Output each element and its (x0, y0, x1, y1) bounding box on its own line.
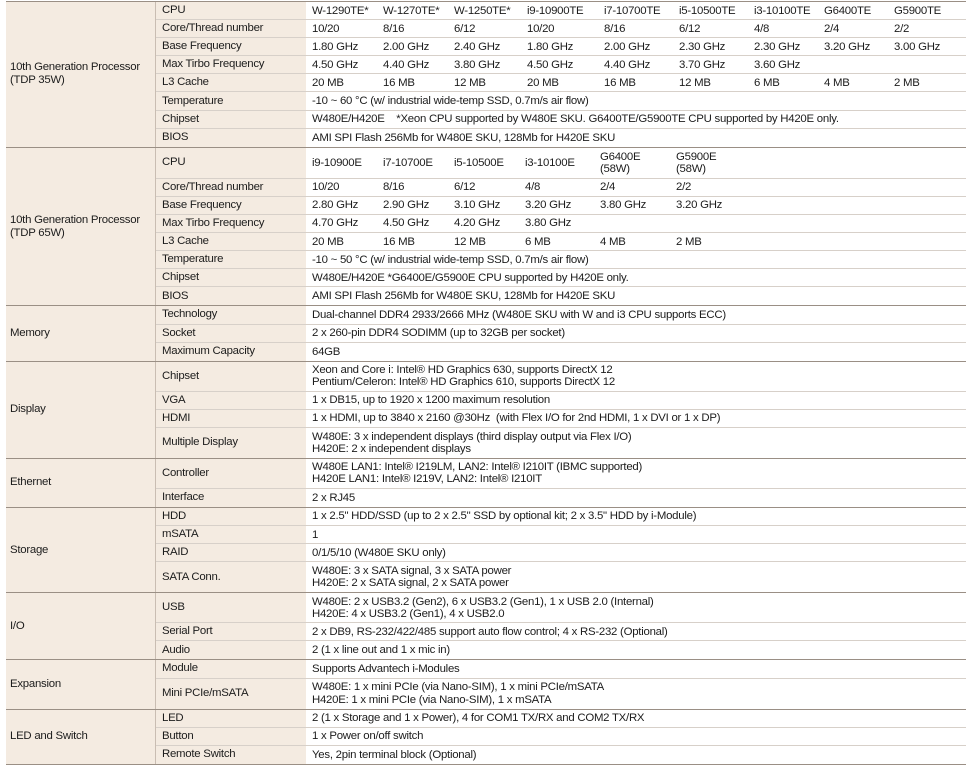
l3-cache-values (306, 233, 966, 250)
cell: 16 MB (604, 76, 636, 89)
cell: 2/2 (676, 181, 692, 194)
cell: 8/16 (383, 22, 405, 35)
row-base-frequency (156, 38, 966, 56)
cell: 2/2 (894, 22, 910, 35)
row-label: Chipset (156, 362, 306, 391)
row-label: L3 Cache (156, 233, 306, 250)
row-button (156, 728, 966, 746)
row-label: USB (156, 593, 306, 622)
cell: 2.40 GHz (454, 40, 501, 53)
cell: 4/8 (754, 22, 770, 35)
cell: i7-10700TE (604, 4, 661, 17)
cell: 3.20 GHz (525, 199, 572, 212)
row-value: 1 x HDMI, up to 3840 x 2160 @30Hz (with Flex I/O for 2nd HDMI, 1 x DVI or 1 x DP) (312, 412, 721, 425)
row-mini-pcie (156, 679, 966, 709)
row-label: BIOS (156, 287, 306, 305)
cell: 8/16 (383, 181, 405, 194)
cell: 6 MB (754, 76, 780, 89)
row-value: Yes, 2pin terminal block (Optional) (312, 748, 477, 761)
row-value: W480E: 3 x independent displays (third display output via Flex I/O) H420E: 2 x independent displays (312, 430, 632, 455)
cell: 6/12 (454, 181, 476, 194)
row-value: Xeon and Core i: Intel® HD Graphics 630, supports DirectX 12 Pentium/Celeron: Intel® HD Graphics 610, supports DirectX 12 (312, 363, 615, 389)
row-max-turbo (156, 56, 966, 74)
row-max-capacity (156, 343, 966, 361)
row-value: 1 x DB15, up to 1920 x 1200 maximum resolution (312, 394, 550, 407)
cell: 2.30 GHz (679, 40, 726, 53)
cell: 3.80 GHz (454, 58, 501, 71)
cell: 2.00 GHz (604, 40, 651, 53)
cell: 6/12 (454, 22, 476, 35)
row-value: 64GB (312, 345, 341, 358)
cell: 8/16 (604, 22, 626, 35)
cell: 2 MB (676, 235, 702, 248)
row-label: Core/Thread number (156, 20, 306, 37)
cell: 3.80 GHz (600, 199, 647, 212)
row-module (156, 660, 966, 678)
cell: G5900TE (894, 4, 942, 17)
cell: 4 MB (600, 235, 626, 248)
row-value: 2 x RJ45 (312, 491, 355, 504)
row-l3-cache (156, 233, 966, 251)
row-value: 0/1/5/10 (W480E SKU only) (312, 546, 446, 559)
row-label: Chipset (156, 111, 306, 128)
row-value: 2 (1 x line out and 1 x mic in) (312, 644, 450, 657)
row-label: Module (156, 660, 306, 677)
row-label: Remote Switch (156, 746, 306, 764)
row-label: Socket (156, 325, 306, 342)
row-chipset (156, 111, 966, 129)
cell: 10/20 (527, 22, 555, 35)
row-multiple-display (156, 428, 966, 458)
cell: 4 MB (824, 76, 850, 89)
cell: 4.40 GHz (383, 58, 430, 71)
row-vga (156, 392, 966, 410)
max-turbo-values (306, 56, 966, 73)
row-technology (156, 306, 966, 324)
cell: 3.70 GHz (679, 58, 726, 71)
category-label: LED and Switch (6, 710, 156, 764)
row-label: VGA (156, 392, 306, 409)
row-label: HDMI (156, 410, 306, 427)
cell: 6 MB (525, 235, 551, 248)
row-label: HDD (156, 508, 306, 525)
cell: 4.70 GHz (312, 217, 359, 230)
row-label: Technology (156, 306, 306, 323)
row-audio (156, 641, 966, 659)
cell: i3-10100TE (754, 4, 811, 17)
core-thread-values (306, 179, 966, 196)
row-label: CPU (156, 148, 306, 178)
row-msata (156, 526, 966, 544)
row-label: Temperature (156, 251, 306, 268)
row-value: 1 x Power on/off switch (312, 730, 424, 743)
cell: 12 MB (679, 76, 711, 89)
cell: 2/4 (600, 181, 616, 194)
category-label: 10th Generation Processor (TDP 65W) (6, 148, 156, 306)
section-expansion (6, 660, 966, 709)
row-label: Base Frequency (156, 38, 306, 55)
row-value: W480E/H420E *Xeon CPU supported by W480E SKU. G6400TE/G5900TE CPU supported by H420E only. (312, 113, 839, 125)
row-value: AMI SPI Flash 256Mb for W480E SKU, 128Mb for H420E SKU (312, 290, 616, 303)
cell: 20 MB (312, 76, 344, 89)
l3-cache-values (306, 74, 966, 91)
row-label: Interface (156, 489, 306, 507)
cell: 1.80 GHz (312, 40, 359, 53)
category-label: Storage (6, 508, 156, 592)
cell: 20 MB (527, 76, 559, 89)
row-label: Temperature (156, 92, 306, 109)
cell: 1.80 GHz (527, 40, 574, 53)
row-value: W480E LAN1: Intel® I219LM, LAN2: Intel® I210IT (IBMC supported) H420E LAN1: Intel® I219V, LAN2: Intel® I210IT (312, 461, 643, 486)
row-label: RAID (156, 544, 306, 561)
row-value: Dual-channel DDR4 2933/2666 MHz (W480E SKU with W and i3 CPU supports ECC) (312, 308, 726, 321)
cell: 4/8 (525, 181, 541, 194)
category-label: Memory (6, 306, 156, 360)
row-controller (156, 459, 966, 489)
row-raid (156, 544, 966, 562)
row-remote-switch (156, 746, 966, 764)
row-label: Multiple Display (156, 428, 306, 458)
cell: 10/20 (312, 22, 340, 35)
section-ethernet (6, 459, 966, 508)
row-l3-cache (156, 74, 966, 92)
row-label: BIOS (156, 129, 306, 147)
category-label: Expansion (6, 660, 156, 708)
cell: i7-10700E (383, 156, 433, 169)
cell: i9-10900TE (527, 4, 584, 17)
cell: 3.80 GHz (525, 217, 572, 230)
cell: G6400TE (824, 4, 872, 17)
row-cpu (156, 148, 966, 179)
row-hdmi (156, 410, 966, 428)
row-value: AMI SPI Flash 256Mb for W480E SKU, 128Mb for H420E SKU (312, 131, 616, 144)
row-label: Mini PCIe/mSATA (156, 679, 306, 709)
row-label: Base Frequency (156, 197, 306, 214)
row-value: Supports Advantech i-Modules (312, 662, 460, 675)
row-label: Audio (156, 641, 306, 659)
base-frequency-values (306, 38, 966, 55)
cell: W-1270TE* (383, 4, 440, 17)
cell: i5-10500E (454, 156, 504, 169)
cell: 16 MB (383, 235, 415, 248)
cell: 12 MB (454, 76, 486, 89)
category-label: 10th Generation Processor (TDP 35W) (6, 2, 156, 147)
row-value: 2 (1 x Storage and 1 x Power), 4 for COM1 TX/RX and COM2 TX/RX (312, 711, 645, 724)
row-value: W480E/H420E *G6400E/G5900E CPU supported by H420E only. (312, 271, 629, 284)
row-value: W480E: 3 x SATA signal, 3 x SATA power H420E: 2 x SATA signal, 2 x SATA power (312, 565, 512, 590)
cell: 2.30 GHz (754, 40, 801, 53)
section-memory (6, 306, 966, 361)
row-label: L3 Cache (156, 74, 306, 91)
cell: 3.10 GHz (454, 199, 501, 212)
section-display (6, 362, 966, 459)
row-max-turbo (156, 215, 966, 233)
cell: 4.40 GHz (604, 58, 651, 71)
cell: W-1290TE* (312, 4, 369, 17)
cell: G6400E (58W) (600, 150, 641, 175)
row-label: Max Tirbo Frequency (156, 215, 306, 232)
cell: 2.90 GHz (383, 199, 430, 212)
row-value: W480E: 1 x mini PCIe (via Nano-SIM), 1 x mini PCIe/mSATA H420E: 1 x mini PCIe (via Nano-SIM), 1 x mSATA (312, 681, 604, 706)
row-label: SATA Conn. (156, 562, 306, 592)
row-chipset (156, 362, 966, 392)
row-chipset (156, 269, 966, 287)
cell: i5-10500TE (679, 4, 736, 17)
category-label: I/O (6, 593, 156, 659)
cell: G5900E (58W) (676, 150, 717, 175)
base-frequency-values (306, 197, 966, 214)
cell: 3.00 GHz (894, 40, 941, 53)
cell: 10/20 (312, 181, 340, 194)
row-label: Button (156, 728, 306, 745)
max-turbo-values (306, 215, 966, 232)
row-base-frequency (156, 197, 966, 215)
cell: 4.50 GHz (527, 58, 574, 71)
row-label: Chipset (156, 269, 306, 286)
cell: 2.80 GHz (312, 199, 359, 212)
cell: i3-10100E (525, 156, 575, 169)
section-led-switch (6, 710, 966, 765)
row-label: CPU (156, 2, 306, 19)
cell: i9-10900E (312, 156, 362, 169)
cell: 16 MB (383, 76, 415, 89)
cell: 3.60 GHz (754, 58, 801, 71)
row-bios (156, 287, 966, 305)
row-cpu (156, 2, 966, 20)
row-value: 1 x 2.5" HDD/SSD (up to 2 x 2.5" SSD by optional kit; 2 x 3.5" HDD by i-Module) (312, 510, 697, 523)
row-socket (156, 325, 966, 343)
category-label: Display (6, 362, 156, 458)
cell: 6/12 (679, 22, 701, 35)
cell: 4.50 GHz (383, 217, 430, 230)
row-temperature (156, 92, 966, 110)
row-hdd (156, 508, 966, 526)
cell: 20 MB (312, 235, 344, 248)
cell: 3.20 GHz (676, 199, 723, 212)
category-label: Ethernet (6, 459, 156, 507)
row-value: 2 x DB9, RS-232/422/485 support auto flow control; 4 x RS-232 (Optional) (312, 625, 668, 638)
row-value: -10 ~ 60 °C (w/ industrial wide-temp SSD, 0.7m/s air flow) (312, 94, 589, 107)
section-processor-35w (6, 1, 966, 148)
spec-table (6, 1, 966, 765)
cell: 12 MB (454, 235, 486, 248)
row-interface (156, 489, 966, 507)
row-sata-conn (156, 562, 966, 592)
cpu-models (306, 148, 966, 178)
row-label: Controller (156, 459, 306, 488)
cell: 2.00 GHz (383, 40, 430, 53)
row-label: Max Tirbo Frequency (156, 56, 306, 73)
row-led (156, 710, 966, 728)
cell: 4.50 GHz (312, 58, 359, 71)
row-label: Serial Port (156, 623, 306, 640)
cell: 2 MB (894, 76, 920, 89)
cell: 4.20 GHz (454, 217, 501, 230)
row-temperature (156, 251, 966, 269)
cell: 2/4 (824, 22, 840, 35)
row-value: W480E: 2 x USB3.2 (Gen2), 6 x USB3.2 (Gen1), 1 x USB 2.0 (Internal) H420E: 4 x USB3.2 (Gen1), 4 x USB2.0 (312, 595, 654, 620)
row-value: 2 x 260-pin DDR4 SODIMM (up to 32GB per socket) (312, 326, 565, 339)
row-bios (156, 129, 966, 147)
row-label: mSATA (156, 526, 306, 543)
section-storage (6, 508, 966, 593)
cpu-models (306, 2, 966, 19)
row-label: Core/Thread number (156, 179, 306, 196)
row-serial-port (156, 623, 966, 641)
row-value: -10 ~ 50 °C (w/ industrial wide-temp SSD, 0.7m/s air flow) (312, 253, 589, 266)
row-core-thread (156, 179, 966, 197)
row-label: LED (156, 710, 306, 727)
row-label: Maximum Capacity (156, 343, 306, 361)
row-core-thread (156, 20, 966, 38)
cell: 3.20 GHz (824, 40, 871, 53)
cell: W-1250TE* (454, 4, 511, 17)
section-processor-65w (6, 148, 966, 307)
row-usb (156, 593, 966, 623)
core-thread-values (306, 20, 966, 37)
row-value: 1 (312, 528, 319, 541)
section-io (6, 593, 966, 660)
